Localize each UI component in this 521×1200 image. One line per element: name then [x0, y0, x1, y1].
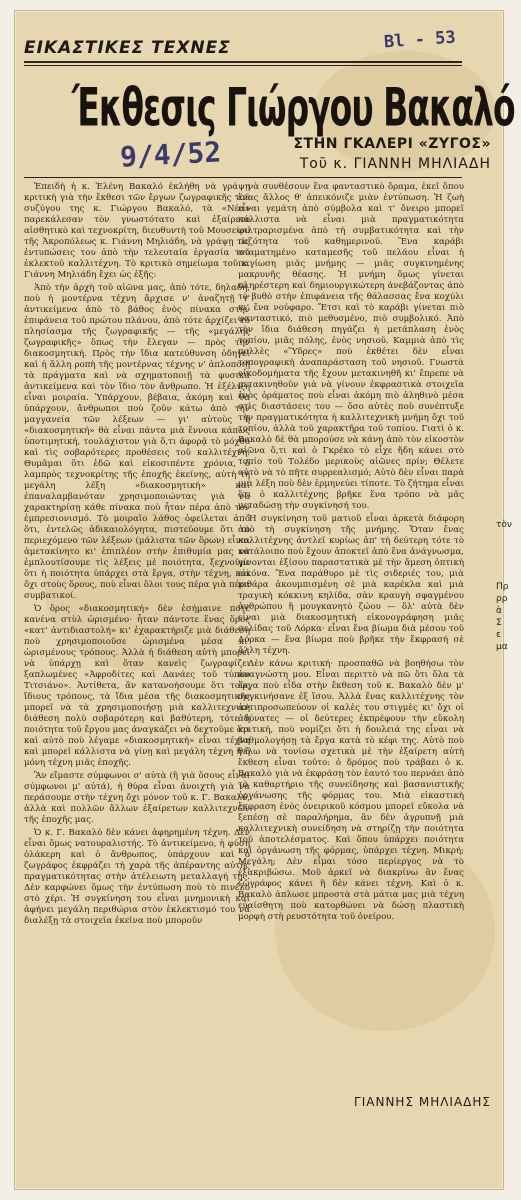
byline-rule [24, 177, 462, 178]
handwritten-reference: Βl - 53 [383, 27, 457, 53]
edge-fragment: ρρ [496, 594, 508, 604]
article-paragraph: Ἀπὸ τὴν ἀρχὴ τοῦ αἰῶνα μας, ἀπὸ τότε, δηλαδή, ποὺ ἡ μοντέρνα τέχνη ἄρχισε ν' ἀναζητῇ τ' ἀντικείμενα ἀπὸ τὸ βάθος ἑνὸς πίνακα στὴν ἐπιφάνεια τοῦ πρώτου πλάνου, ἀπὸ τότε ἀρχίζει τὸ πλησίασμα τῆς ζωγραφικῆς — τῆς «μεγάλης ζωγραφικῆς» ὅπως τὴν ἔλεγαν — πρὸς τὴν διακοσμητική. Πρὸς τὴν ἴδια κατεύθυνση ὁδηγεῖ καὶ ἡ ἄλλη ροπὴ τῆς μοντέρνας τέχνης ν' ἁπλοποιῇ τὰ πράγματα καὶ νὰ σχηματοποιῇ τὰ φυσικὰ ἀντικείμενα καὶ τὸν ἴδιο τὸν ἄνθρωπο. Ἡ ἐξέλιξη εἶναι μοιραία. Ὑπάρχουν, βέβαια, ἀκόμη καὶ θὰ ὑπάρχουν, ἄνθρωποι ποὺ ζοῦν κάτω ἀπὸ τὴν μαγγανεία τῶν λέξεων — γι' αὐτοὺς ἡ «διακοσμητική» θὰ εἶναι πάντα μιὰ ἔννοια κάπως ὑποτιμητική, τουλάχιστον γιὰ ὅ,τι ἀφορᾷ τὸ μόχθο καὶ τὶς σοβαρότερες προθέσεις τοῦ καλλιτέχνη. Θυμᾶμαι ὅτι ἐδῶ καὶ εἰκοσιπέντε χρόνια, ὁ λαμπρὸς τεχνοκρίτης τῆς ἐποχῆς ἐκείνης, αὐτὴ τὴ μεγάλη λέξη «διακοσμητική» καὶ ἐπαναλαμβανόταν χρησιμοποιώντας γιὰ νὰ χαρακτηρίσῃ κάθε πίνακα ποὺ ἦταν πέρα ἀπὸ τὸν ἐμπρεσιονισμό. Τὸ μοιραῖο λάθος ὀφείλεται ἀπὸ ὅτι, ἐντελῶς ἀδικαιολόγητα, πιστεύουμε ὅτι τὸ περιεχόμενο τῶν λέξεων (μάλιστα τῶν ὅρων) εἶναι ἀμετακίνητο κι' ἐπιπλέον στὴν ἐπιθυμία μας νὰ ἐμπλουτίσουμε τὶς λέξεις μὲ ποιότητα, ξεχνοῦμε ὅτι ἡ ποιότητα ὑπάρχει στὰ ἔργα, στὴν τέχνη, καὶ ὄχι στοὺς ὅρους, ποὺ εἶναι ὅλοι τους πέρα γιὰ πέρα συμβατικοί. [24, 283, 250, 601]
edge-fragment: ὰ [496, 606, 502, 616]
gallery-line: ΣΤΗΝ ΓΚΑΛΕΡΙ «ΖΥΓΟΣ» [293, 136, 491, 152]
handwritten-date: 9/4/52 [119, 135, 222, 174]
headline: Έκθεσις Γιώργου Βακαλό [72, 76, 515, 139]
article-column-right [238, 182, 464, 925]
author-signature: ΓΙΑΝΝΗΣ ΜΗΛΙΑΔΗΣ [354, 1095, 491, 1109]
article-paragraph: Ὁ κ. Γ. Βακαλὸ δὲν κάνει ἀφηρημένη τέχνη. Δὲν εἶναι ὅμως νατουραλιστής. Τὸ ἀντικείμενο, ἡ φύση ὁλάκερη καὶ ὁ ἄνθρωπος, ὑπάρχουν καὶ ὁ ζωγράφος ἐκφράζει τὴ χαρὰ τῆς ἀπέραντης αὐτῆς πραγματικότητας στὴν ἀτέλειωτη μεταλλαγή της. Δὲν καρφώνει ὅμως τὴν ἐντύπωση ποὺ τὸ πινέλο στὸ χέρι. Ἡ συγκίνηση του εἶναι μνημονικὴ καὶ ἀφήνει μεγάλη περιθώρια στὸν ἐκλεκτισμό του νὰ διαλέξῃ τὰ στοιχεῖα ἐκεῖνα ποὺ μποροῦν [24, 828, 250, 926]
edge-fragment: Πρ [496, 582, 509, 592]
section-heading: ΕΙΚΑΣΤΙΚΕΣ ΤΕΧΝΕΣ [24, 38, 231, 58]
edge-fragment: ε [496, 630, 501, 640]
edge-fragment: τὸν [496, 520, 512, 530]
article-paragraph: Ἂν εἴμαστε σύμφωνοι σ' αὐτὰ (ἢ γιὰ ὅσους εἶναι σύμφωνοι μ' αὐτά), ἡ θύρα εἶναι ἀνοιχτὴ γιὰ νὰ περάσουμε στὴν τέχνη ὄχι μόνον τοῦ κ. Γ. Βακαλό, ἀλλὰ καὶ πολλῶν ἄλλων ἐξαίρετων καλλιτεχνῶν τῆς ἐποχῆς μας. [24, 771, 250, 825]
edge-fragment: μα [496, 642, 508, 652]
article-paragraph: Ἡ συγκίνηση τοῦ ματιοῦ εἶναι ἀρκετὰ διάφορη ἀπὸ τὴ συγκίνηση τῆς μνήμης. Ὅταν ἕνας καλλιτέχνης ἀντλεῖ κυρίως ἀπ' τὴ δεύτερη τότε τὸ κατάλοιπο ποὺ ἔχουν ἀποκτεῖ ἀπὸ ἕνα ἀνάγνωσμα, γίνονται ἐξίσου παραστατικὰ μὲ τὴν ἄμεση ὀπτικὴ εἰκόνα. Ἕνα παράθυρο μὲ τὶς σιδεριές του, μιὰ κιθάρα ἀκουμπισμένη σὲ μιὰ καρέκλα καὶ μιὰ τραγικὴ κόκκινη κηλίδα, σὰν κραυγὴ σφαγμένου ἀνθρώπου ἢ μουγκανητὸ ζώου — ὅλ' αὐτὰ δὲν εἶναι μιὰ διακοσμητικὴ εἰκονογράφηση μιᾶς σελίδας τοῦ Λόρκα· εἶναι ἕνα βίωμα διὰ μέσου τοῦ Λόρκα — ἕνα βίωμα ποὺ βρῆκε τὴν ἔκφρασή σὲ ἄλλη τέχνη. [238, 514, 464, 656]
heading-rule-thin [24, 65, 462, 66]
article-column-left [24, 182, 250, 929]
article-paragraph: Ἐπειδὴ ἡ κ. Ἑλένη Βακαλό ἐκλήθη νὰ γράψῃ κριτικὴ γιὰ τὴν ἔκθεσι τῶν ἔργων ζωγραφικῆς τοῦ συζύγου της κ. Γιώργου Βακαλό, τὰ «Νέα» παρεκάλεσαν τὸν γνωστότατο καὶ ἐξαίρετο αἰσθητικὸ καὶ τεχνοκρίτη, διευθυντὴ τοῦ Μουσείου τῆς Ἀκροπόλεως κ. Γιάννη Μηλιάδη, νὰ γράψῃ τὶς ἐντυπώσεις του ἀπὸ τὴν τελευταία ἐργασία τοῦ ἐκλεκτοῦ καλλιτέχνη. Τὸ κριτικὸ σημείωμα τοῦ κ. Γιάννη Μηλιάδη ἔχει ὡς ἑξῆς: [24, 182, 250, 280]
article-paragraph: Ὁ ὅρος «διακοσμητική» δὲν ἐσήμαινε ποτὲ κανένα στὺλ ὡρισμένο· ἦταν πάντοτε ἕνας ὅρος «κατ' ἀντιδιαστολή» κι' ἐχαρακτήριζε μιὰ διάθεση ποὺ χρησιμοποιοῦσε ὡρισμένα μέσα κι' ὡρισμένους τρόπους. Ἀλλὰ ἡ διάθεση αὐτὴ μπορεῖ νὰ ὑπάρχῃ καὶ ὅταν κανεὶς ζωγραφίζει ξαπλωμένες «Ἀφροδίτες καὶ Δανάες τοῦ τύπου Τιτσιάνο». Ἀντίθετα, ἂν κατανοήσουμε ὅτι τοὺς ἴδιους τρόπους, τὰ ἴδια μέσα τῆς διακοσμητικῆς μπορεῖ νὰ τὰ χρησιμοποιήσῃ μιὰ καλλιτεχνικὴ διάθεση πολὺ σοβαρότερη καὶ βαθύτερη, τότε ἡ ποιότητα τοῦ ἔργου μας ἀναγκάζει νὰ δεχτοῦμε ὅτι καὶ αὐτὸ ποὺ λέγαμε «διακοσμητική» εἶναι τέχνη καὶ μπορεῖ κάλλιστα νὰ γίνῃ καὶ μεγάλη τέχνη ἢ ἡ μόνη τέχνη μιᾶς ἐποχῆς. [24, 604, 250, 768]
heading-rule [24, 61, 462, 63]
article-paragraph: νὰ συνθέσουν ἕνα φανταστικὸ ὅραμα, ἐκεῖ ὅπου ἕνας ἄλλος θ' ἀπεικόνιζε μιὰν ἐντύπωση. Ἡ ζωὴ εἶναι γεμάτη ἀπὸ σύμβολα καὶ τ' ὄνειρο μπορεῖ κάλλιστα νὰ εἶναι μιὰ πραγματικότητα φιλτραρισμένα ἀπὸ τὴ συμβατικότητα καὶ τὴν πεζότητα τοῦ καθημερινοῦ. Ἕνα καράβι σταματημένο καταμεσῆς τοῦ πελάου εἶναι ἡ παγίωση μιᾶς μνήμης — μιᾶς συγκινημένης μακρυνῆς θέασης. Ἡ μνήμη ὅμως γίνεται πληρέστερη καὶ δημιουργικώτερη ἀνεβάζοντας ἀπὸ τὸ βυθὸ στὴν ἐπιφάνεια τῆς θάλασσας ἕνα κοχύλι κι' ἕνα νούφαρο. Ἔτσι καὶ τὸ καράβι γίνεται πιὸ φανταστικό, πιὸ μεθυσμένο, πιὸ συμβολικό. Ἀπὸ τὴν ἴδια διάθεση πηγάζει ἡ μετάπλαση ἑνὸς τοπίου, μιᾶς πόλης, ἑνὸς νησιοῦ. Καμμιὰ ἀπὸ τὶς πολλὲς «Ὕδρες» ποὺ ἐκθέτει δὲν εἶναι τοπογραφικὴ ἀναπαράσταση τοῦ νησιοῦ. Γνωστὰ οἰκοδομήματα τῆς ἔχουν μετακινηθῆ κι' ἔπρεπε νὰ μετακινηθοῦν γιὰ νὰ γίνουν ἐκφραστικὰ στοιχεῖα ἑνὸς ὁράματος ποὺ εἶναι ἀκόμη πιὸ ἀληθινὸ μέσα στὶς διαστάσεις του — ὅσο αὐτὲς ποὺ συνέπτυξε τὴν πραγματικότητα ἡ καλλιτεχνικὴ μνήμη ὄχι τοῦ τοπίου, ἀλλὰ τοῦ χαρακτῆρα τοῦ τοπίου. Γιατὶ ὁ κ. Βακαλὸ δὲ θὰ μπορούσε νὰ κάνῃ ἀπὸ τὸν εἰκοστὸν αἰῶνα ὅ,τι καὶ ὁ Γκρέκο τὸ εἶχε ἤδη κάνει στὸ τοπίο τοῦ Τολέδο μερικοὺς αἰῶνες πρίν; Θέλετε αὐτὸ νὰ τὸ πῆτε συρρεαλισμό; Αὐτὸ δὲν εἶναι παρὰ μιὰ λέξη ποὺ δὲν ἑρμηνεύει τίποτε. Τὸ ζήτημα εἶναι ὅτι ὁ καλλιτέχνης βρῆκε ἕνα τρόπο νὰ μᾶς μεταδώσῃ τὴν συγκίνησή του. [238, 182, 464, 511]
byline: Τοῦ κ. ΓΙΑΝΝΗ ΜΗΛΙΑΔΗ [299, 156, 491, 172]
edge-fragment: Σ [496, 618, 502, 628]
article-paragraph: Δὲν κάνω κριτική· προσπαθῶ νὰ βοηθήσω τὸν ἀναγνώστη μου. Εἶναι περιττὸ νὰ πῶ ὅτι ὅλα τὰ ἔργα ποὺ εἶδα στὴν ἔκθεση τοῦ κ. Βακαλὸ δὲν μ' συγκινήσανε ἐξ ἴσου. Ἀλλὰ ἕνας καλλιτέχνης τὸν ἀντιπροσωπεύουν οἱ καλὲς του στιγμὲς κι' ὄχι οἱ ἀδύνατες — οἱ δεύτερες ἐκπρέφουν τὴν εὔκολη κριτική, ποὺ νομίζει ὅτι ἡ δουλειά της εἶναι νὰ βαθμολογήσῃ τὰ ἔργα κατὰ τὸ κέφι της. Αὐτὸ ποὺ θέλω νὰ τονίσω σχετικὰ μὲ τὴν ἐξαίρετη αὐτὴ ἔκθεση εἶναι τοῦτο: ὁ δρόμος ποὺ τράβαει ὁ κ. Βακαλὸ γιὰ νὰ ἐκφράσῃ τὸν ἑαυτό του περνάει ἀπὸ τὸ καθαρτήριο τῆς συνείδησης καὶ βασανιστικῆς ὀργάνωσης τῆς φόρμας του. Μιὰ εἰκαστικὴ ἔκφραση ἑνὸς ὀνειρικοῦ κόσμου μπορεῖ εὔκολα νὰ ξεπέσῃ σὲ παραλήρημα, ἂν δὲν ἀγρυπνῇ μιὰ καλλιτεχνικὴ συνείδηση νὰ στηρίζῃ τὴν ποιότητα τοῦ ἀποτελέσματος. Καὶ ὅπου ὑπάρχει ποιότητα καὶ ὀργάνωση τῆς φόρμας, ὑπάρχει τέχνη. Μικρή; Μεγάλη; Δὲν εἶμαι τόσο περίεργος νὰ τὸ ἐξακριβώσω. Μοῦ ἀρκεῖ νὰ διακρίνω ἂν ἕνας ζωγράφος κάνει ἢ δὲν κάνει τέχνη. Καὶ ὁ κ. Βακαλὸ ἁπλωσε μπροστὰ στὰ μάτια μας μιὰ τέχνη εὐαίσθητη ποὺ κατορθώνει νὰ δώσῃ πλαστικὴ μορφὴ στὴ ρευστότητα τοῦ ὀνείρου. [238, 659, 464, 922]
